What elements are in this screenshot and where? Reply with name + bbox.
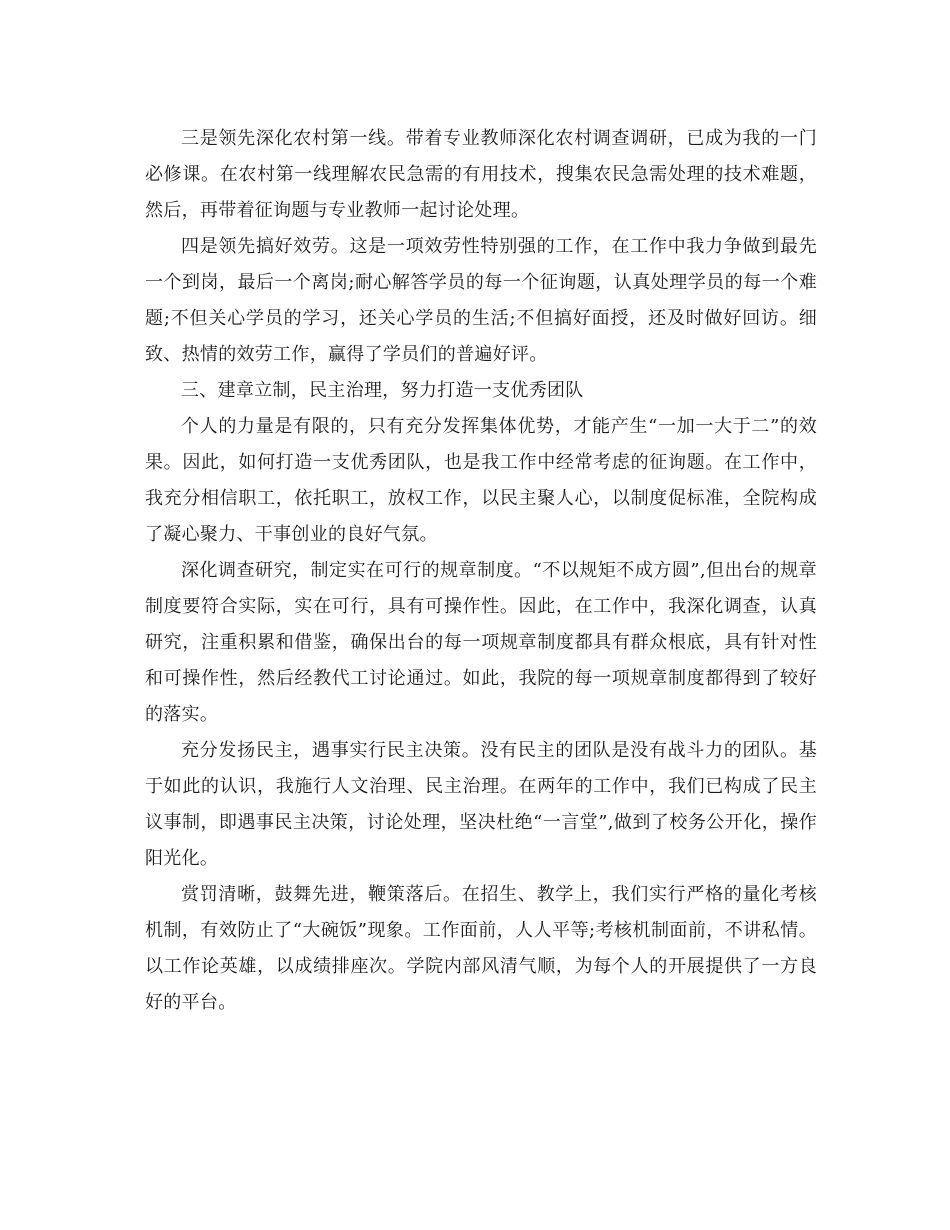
paragraph-rules-system: 深化调查研究，制定实在可行的规章制度。“不以规矩不成方圆”,但出台的规章制度要符合实际，实在可行，具有可操作性。因此，在工作中，我深化调查，认真研究，注重积累和借鉴，确保出台的每一项规章制度都具有群众根底，具有针对性和可操作性，然后经教代工讨论通过。如此，我院的每一项规章制度都得到了较好的落实。 [145, 560, 817, 725]
section-heading-team: 三、建章立制，民主治理，努力打造一支优秀团队 [181, 380, 584, 401]
paragraph-democracy: 充分发扬民主，遇事实行民主决策。没有民主的团队是没有战斗力的团队。基于如此的认识，我施行人文治理、民主治理。在两年的工作中，我们已构成了民主议事制，即遇事民主决策，讨论处理，坚决杜绝“一言堂”,做到了校务公开化，操作阳光化。 [145, 740, 817, 869]
document-body [145, 121, 817, 1021]
paragraph-collective-strength: 个人的力量是有限的，只有充分发挥集体优势，才能产生“一加一大于二”的效果。因此，如何打造一支优秀团队，也是我工作中经常考虑的征询题。在工作中，我充分相信职工，依托职工，放权工作，以民主聚人心，以制度促标准，全院构成了凝心聚力、干事创业的良好气氛。 [145, 416, 817, 545]
paragraph-service: 四是领先搞好效劳。这是一项效劳性特别强的工作，在工作中我力争做到最先一个到岗，最后一个离岗;耐心解答学员的每一个征询题，认真处理学员的每一个难题;不但关心学员的学习，还关心学员的生活;不但搞好面授，还及时做好回访。细致、热情的效劳工作，赢得了学员们的普遍好评。 [145, 236, 817, 365]
paragraph-rewards-penalties: 赏罚清晰，鼓舞先进，鞭策落后。在招生、教学上，我们实行严格的量化考核机制，有效防止了“大碗饭”现象。工作面前，人人平等;考核机制面前，不讲私情。以工作论英雄，以成绩排座次。学院内部风清气顺，为每个人的开展提供了一方良好的平台。 [145, 884, 817, 1013]
paragraph-village-frontline: 三是领先深化农村第一线。带着专业教师深化农村调查调研，已成为我的一门必修课。在农村第一线理解农民急需的有用技术，搜集农民急需处理的技术难题，然后，再带着征询题与专业教师一起讨论处理。 [145, 128, 817, 221]
